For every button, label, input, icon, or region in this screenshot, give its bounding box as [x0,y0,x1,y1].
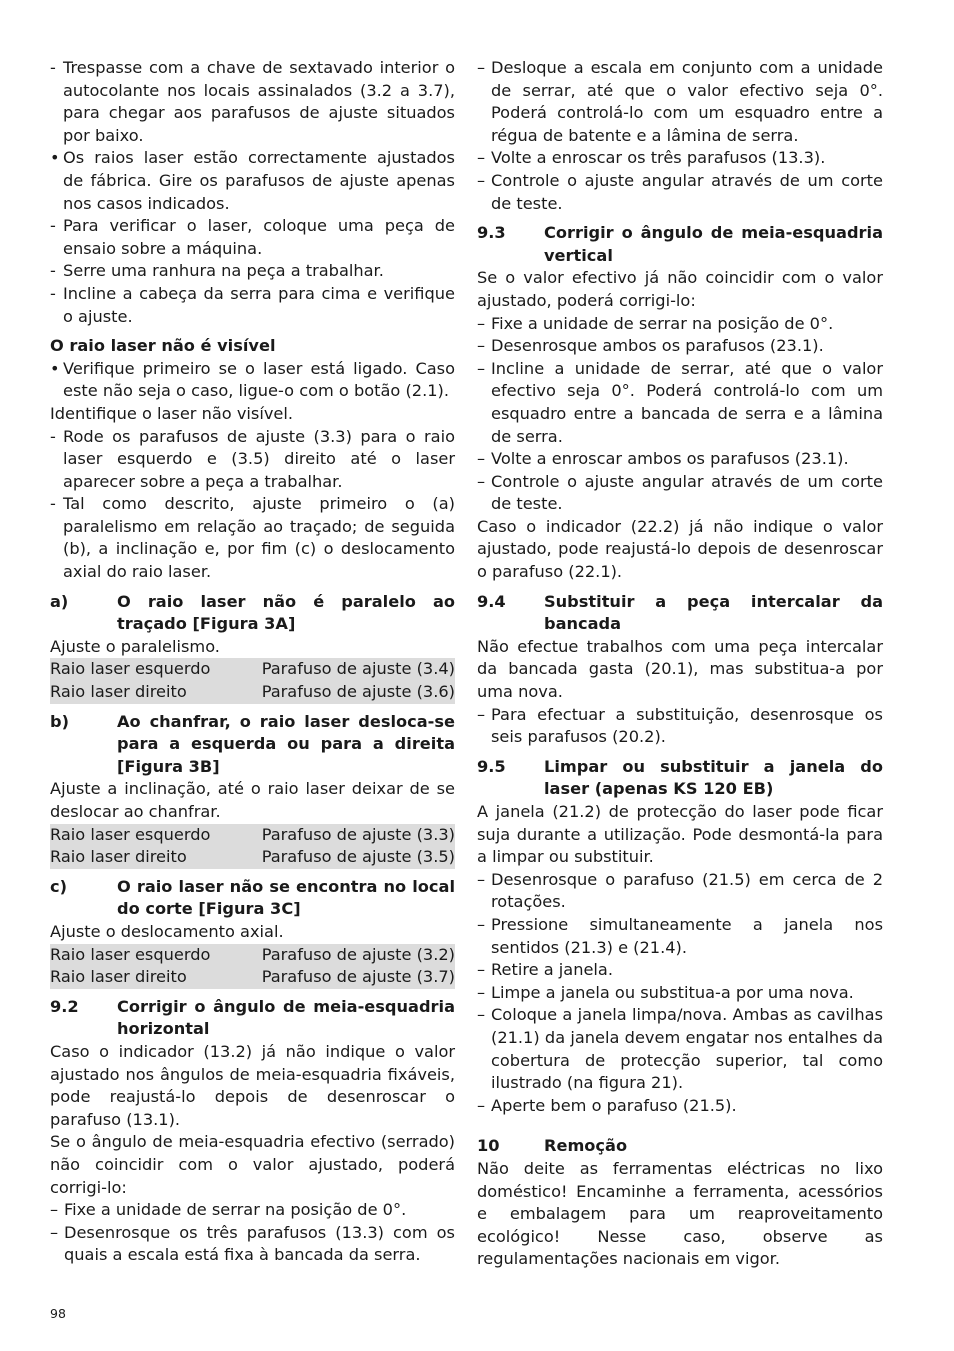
dash-marker: – [477,313,486,333]
section-number: 9.3 [477,223,506,243]
dash-marker: – [477,148,486,168]
section-number: 9.4 [477,591,506,611]
table-cell-laser: Raio laser esquerdo [50,659,211,679]
section-number: a) [50,591,69,611]
section-title: Ao chanfrar, o raio laser desloca-se para a esquerda ou para a direita [Figura 3B] [117,711,455,776]
right-column [477,57,883,1271]
list-item-text: Aperte bem o parafuso (21.5). [491,1095,737,1115]
list-item-text: Os raios laser estão correctamente ajustados de fábrica. Gire os parafusos de ajuste apenas nos casos indicados. [63,148,455,213]
section-title: Corrigir o ângulo de meia-esquadria horizontal [117,996,455,1039]
list-item-text: Pressione simultaneamente a janela nos sentidos (21.3) e (21.4). [491,914,883,957]
table-cell-screw: Parafuso de ajuste (3.5) [261,847,455,867]
list-item [477,313,883,336]
list-item [477,914,883,959]
section-9-2-heading [50,996,455,1041]
dash-marker: – [477,358,486,378]
list-item-text: Incline a unidade de serrar, até que o valor efectivo seja 0°. Poderá controlá-lo com um esquadro entre a bancada de serra e a lâmina de serra. [491,358,883,446]
list-item-text: Para efectuar a substituição, desenrosque os seis parafusos (20.2). [491,704,883,747]
dash-marker: – [477,960,486,980]
list-item-text: Limpe a janela ou substitua-a por uma nova. [491,982,854,1002]
dash-marker: – [477,869,486,889]
list-item [477,170,883,215]
table-cell-screw: Parafuso de ajuste (3.4) [261,659,455,679]
list-item-text: Volte a enroscar os três parafusos (13.3). [491,148,826,168]
table-cell-laser: Raio laser esquerdo [50,824,211,844]
paragraph: Não deite as ferramentas eléctricas no lixo doméstico! Encaminhe a ferramenta, acessórios e embalagem para um reaproveitamento ecológico! Nesse caso, observe as regulamentações nacionais em vigor. [477,1158,883,1269]
paragraph: Ajuste a inclinação, até o raio laser deixar de se deslocar ao chanfrar. [50,779,455,821]
list-item [50,426,455,494]
left-column [50,57,455,1267]
list-item [477,471,883,516]
table-cell-laser: Raio laser direito [50,682,187,702]
paragraph: Se o ângulo de meia-esquadria efectivo (serrado) não coincidir com o valor ajustado, poderá corrigi-lo: [50,1132,455,1197]
list-item [477,704,883,749]
table-row [50,966,455,989]
table-cell-screw: Parafuso de ajuste (3.3) [261,824,455,844]
table-row [50,846,455,869]
paragraph: Ajuste o deslocamento axial. [50,921,284,941]
list-item [477,1095,883,1118]
list-item [50,147,455,215]
hyphen-marker: - [50,283,56,303]
dash-marker: – [50,1222,59,1242]
dash-marker: – [477,914,486,934]
hyphen-marker: - [50,58,56,77]
list-item [50,1222,455,1267]
section-title: Corrigir o ângulo de meia-esquadria vertical [544,223,883,265]
list-item-text: Desloque a escala em conjunto com a unidade de serrar, até que o valor efectivo seja 0°. Poderá controlá-lo com um esquadro entre a régua de batente e a lâmina de serra. [491,58,883,145]
dash-marker: – [477,1005,486,1025]
list-item-text: Tal como descrito, ajuste primeiro o (a) paralelismo em relação ao traçado; de seguida (b), a inclinação e, por fim (c) o deslocamento axial do raio laser. [63,494,455,582]
list-item-text: Controle o ajuste angular através de um corte de teste. [491,471,883,514]
section-c-heading [50,876,455,921]
bullet-icon: • [50,358,60,378]
page-number: 98 [50,1306,66,1321]
section-9-4-heading [477,591,883,636]
section-number: 10 [477,1136,500,1156]
paragraph: Não efectue trabalhos com uma peça intercalar da bancada gasta (20.1), mas substitua-a por uma nova. [477,636,883,702]
dash-marker: – [477,170,486,190]
table-cell-laser: Raio laser direito [50,847,187,867]
paragraph: Se o valor efectivo já não coincidir com o valor ajustado, poderá corrigi-lo: [477,268,883,310]
section-number: 9.5 [477,756,506,776]
dash-marker: – [477,449,486,469]
section-title: Limpar ou substituir a janela do laser (apenas KS 120 EB) [544,756,883,799]
list-item [477,959,883,982]
dash-marker: – [477,1095,486,1115]
list-item-text: Rode os parafusos de ajuste (3.3) para o raio laser esquerdo e (3.5) direito até o laser aparecer sobre a peça a trabalhar. [63,426,455,491]
list-item [50,358,455,403]
list-item [477,869,883,914]
paragraph: Caso o indicador (13.2) já não indique o valor ajustado nos ângulos de meia-esquadria fixáveis, pode reajustá-lo depois de desenroscar o parafuso (13.1). [50,1041,455,1129]
list-item [477,57,883,147]
section-9-3-heading [477,222,883,267]
section-a-heading [50,591,455,636]
section-b-heading [50,711,455,779]
list-item [477,1004,883,1094]
hyphen-marker: - [50,494,56,514]
paragraph: Caso o indicador (22.2) já não indique o valor ajustado, pode reajustá-lo depois de desenroscar o parafuso (22.1). [477,516,883,582]
list-item [50,215,455,260]
paragraph: Identifique o laser não visível. [50,403,294,423]
list-item-text: Controle o ajuste angular através de um corte de teste. [491,170,883,213]
table-cell-laser: Raio laser direito [50,967,187,987]
dash-marker: – [477,471,486,491]
list-item-text: Fixe a unidade de serrar na posição de 0°. [491,313,834,333]
section-10-heading [477,1135,883,1158]
section-title: O raio laser não é paralelo ao traçado [Figura 3A] [117,591,455,634]
dash-marker: – [50,1200,59,1220]
section-title: O raio laser não se encontra no local do corte [Figura 3C] [117,876,455,919]
list-item [50,57,455,147]
list-item-text: Serre uma ranhura na peça a trabalhar. [63,261,384,281]
dash-marker: – [477,336,486,356]
table-row [50,658,455,681]
list-item [477,358,883,448]
hyphen-marker: - [50,216,56,236]
section-number: 9.2 [50,996,79,1016]
section-number: c) [50,876,67,896]
table-cell-laser: Raio laser esquerdo [50,944,211,964]
section-title: Remoção [544,1136,628,1156]
section-title: Substituir a peça intercalar da bancada [544,591,883,634]
table-cell-screw: Parafuso de ajuste (3.2) [261,944,455,964]
bullet-icon: • [50,148,60,168]
list-item [50,493,455,583]
list-item [477,982,883,1005]
list-item [50,283,455,328]
list-item-text: Fixe a unidade de serrar na posição de 0°. [64,1200,407,1220]
list-item-text: Trespasse com a chave de sextavado interior o autocolante nos locais assinalados (3.2 a 3.7), para chegar aos parafusos de ajuste situados por baixo. [63,58,455,145]
hyphen-marker: - [50,261,56,281]
paragraph: A janela (21.2) de protecção do laser pode ficar suja durante a utilização. Pode desmontá-la para a limpar ou substituir. [477,802,883,867]
table-cell-screw: Parafuso de ajuste (3.7) [261,967,455,987]
subheading-laser-not-visible: O raio laser não é visível [50,336,276,356]
table-row [50,824,455,847]
list-item-text: Coloque a janela limpa/nova. Ambas as cavilhas (21.1) da janela devem engatar nos entalhes da cobertura de protecção superior, tal como ilustrado (na figura 21). [491,1005,883,1093]
list-item [477,147,883,170]
list-item-text: Incline a cabeça da serra para cima e verifique o ajuste. [63,283,455,326]
list-item-text: Volte a enroscar ambos os parafusos (23.1). [491,449,849,469]
list-item-text: Desenrosque os três parafusos (13.3) com os quais a escala está fixa à bancada da serra. [64,1222,455,1265]
list-item [477,448,883,471]
table-cell-screw: Parafuso de ajuste (3.6) [261,682,455,702]
list-item-text: Verifique primeiro se o laser está ligado. Caso este não seja o caso, ligue-o com o botão (2.1). [63,358,455,401]
section-number: b) [50,711,69,731]
list-item [50,260,455,283]
list-item-text: Desenrosque o parafuso (21.5) em cerca de 2 rotações. [491,869,883,912]
list-item [50,1199,455,1222]
list-item [477,335,883,358]
list-item-text: Desenrosque ambos os parafusos (23.1). [491,336,824,356]
dash-marker: – [477,704,486,724]
list-item-text: Retire a janela. [491,960,613,980]
section-9-5-heading [477,756,883,801]
list-item-text: Para verificar o laser, coloque uma peça de ensaio sobre a máquina. [63,216,455,258]
dash-marker: – [477,58,486,77]
dash-marker: – [477,982,486,1002]
table-row [50,681,455,704]
table-row [50,944,455,967]
paragraph: Ajuste o paralelismo. [50,636,220,656]
hyphen-marker: - [50,426,56,446]
